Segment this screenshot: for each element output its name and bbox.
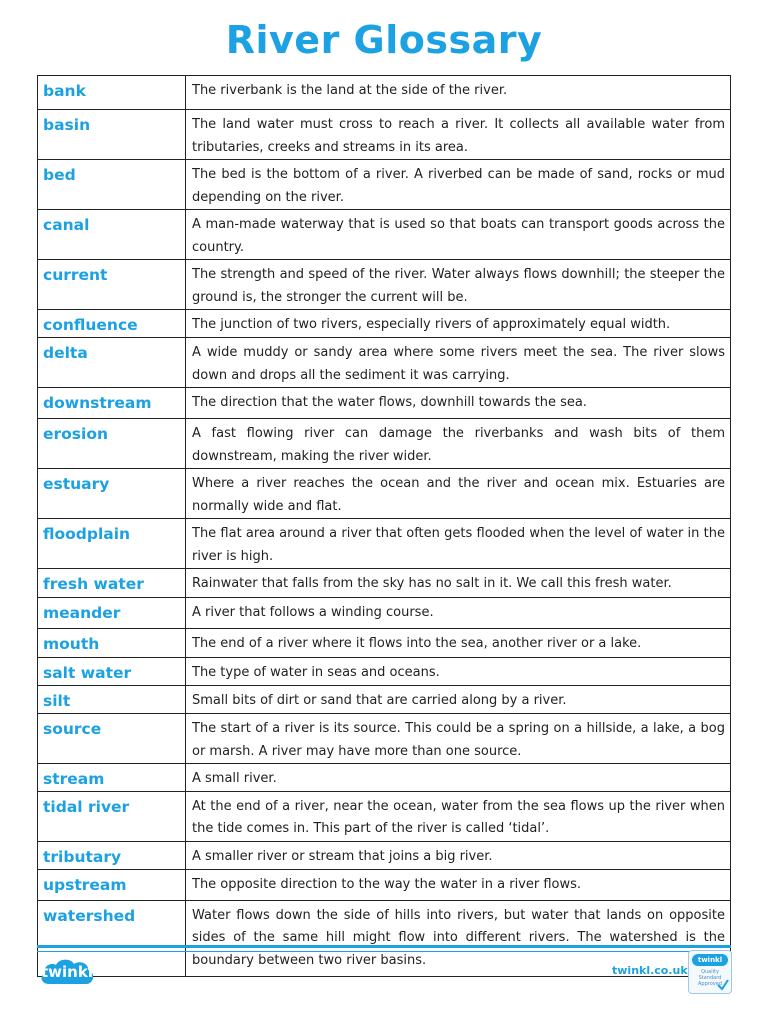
glossary-row — [38, 388, 731, 419]
page-title: River Glossary — [225, 18, 543, 62]
glossary-definition: The land water must cross to reach a river. It collects all available water from tributaries, creeks and streams in its area. — [186, 110, 731, 160]
glossary-definition: The junction of two rivers, especially rivers of approximately equal width. — [186, 310, 731, 338]
glossary-definition: The riverbank is the land at the side of the river. — [186, 76, 731, 110]
footer-divider-thin — [37, 951, 731, 952]
badge-brand: twinkl — [692, 954, 728, 966]
glossary-row — [38, 338, 731, 388]
glossary-term: current — [38, 260, 186, 310]
glossary-definition: A man-made waterway that is used so that boats can transport goods across the country. — [186, 210, 731, 260]
glossary-row — [38, 76, 731, 110]
glossary-table — [37, 75, 731, 977]
website-link[interactable]: twinkl.co.uk — [612, 964, 688, 977]
logo-label: twinkl — [41, 963, 93, 981]
glossary-term: tributary — [38, 841, 186, 869]
glossary-definition: The type of water in seas and oceans. — [186, 658, 731, 686]
glossary-row — [38, 569, 731, 598]
badge-label: Quality Standard Approved — [698, 969, 722, 987]
glossary-definition: The end of a river where it flows into the sea, another river or a lake. — [186, 629, 731, 658]
glossary-row — [38, 469, 731, 519]
glossary-definition: A river that follows a winding course. — [186, 598, 731, 629]
glossary-row — [38, 160, 731, 210]
glossary-row — [38, 519, 731, 569]
glossary-term: salt water — [38, 658, 186, 686]
glossary-row — [38, 310, 731, 338]
glossary-term: confluence — [38, 310, 186, 338]
glossary-term: stream — [38, 764, 186, 792]
glossary-definition: A smaller river or stream that joins a big river. — [186, 841, 731, 869]
glossary-definition: The start of a river is its source. This could be a spring on a hillside, a lake, a bog or marsh. A river may have more than one source. — [186, 714, 731, 764]
glossary-term: canal — [38, 210, 186, 260]
glossary-term: upstream — [38, 869, 186, 900]
glossary-definition: A wide muddy or sandy area where some rivers meet the sea. The river slows down and drops all the sediment it was carrying. — [186, 338, 731, 388]
glossary-definition: The flat area around a river that often gets flooded when the level of water in the river is high. — [186, 519, 731, 569]
glossary-row — [38, 419, 731, 469]
glossary-row — [38, 110, 731, 160]
glossary-definition: The opposite direction to the way the water in a river flows. — [186, 869, 731, 900]
glossary-definition: Where a river reaches the ocean and the river and ocean mix. Estuaries are normally wide and flat. — [186, 469, 731, 519]
glossary-body — [38, 76, 731, 977]
glossary-term: bed — [38, 160, 186, 210]
glossary-term: meander — [38, 598, 186, 629]
glossary-row — [38, 658, 731, 686]
glossary-term: floodplain — [38, 519, 186, 569]
glossary-row — [38, 764, 731, 792]
checkmark-icon — [717, 979, 729, 991]
glossary-term: delta — [38, 338, 186, 388]
glossary-term: basin — [38, 110, 186, 160]
glossary-row — [38, 598, 731, 629]
glossary-definition: The strength and speed of the river. Water always flows downhill; the steeper the ground is, the stronger the current will be. — [186, 260, 731, 310]
glossary-term: erosion — [38, 419, 186, 469]
twinkl-logo[interactable] — [37, 954, 97, 990]
glossary-term: tidal river — [38, 791, 186, 841]
glossary-row — [38, 841, 731, 869]
glossary-term: mouth — [38, 629, 186, 658]
glossary-row — [38, 714, 731, 764]
glossary-term: downstream — [38, 388, 186, 419]
glossary-row — [38, 210, 731, 260]
glossary-definition: The direction that the water flows, downhill towards the sea. — [186, 388, 731, 419]
glossary-definition: At the end of a river, near the ocean, water from the sea flows up the river when the tide comes in. This part of the river is called ‘tidal’. — [186, 791, 731, 841]
glossary-definition: A fast flowing river can damage the riverbanks and wash bits of them downstream, making the river wider. — [186, 419, 731, 469]
quality-badge — [688, 950, 732, 994]
glossary-term: estuary — [38, 469, 186, 519]
glossary-term: silt — [38, 686, 186, 714]
glossary-row — [38, 791, 731, 841]
glossary-definition: Water flows down the side of hills into rivers, but water that lands on opposite sides of the same hill might flow into different rivers. The watershed is the boundary between two river basins. — [186, 900, 731, 976]
glossary-definition: Rainwater that falls from the sky has no salt in it. We call this fresh water. — [186, 569, 731, 598]
glossary-definition: The bed is the bottom of a river. A riverbed can be made of sand, rocks or mud depending on the river. — [186, 160, 731, 210]
glossary-term: fresh water — [38, 569, 186, 598]
glossary-row — [38, 686, 731, 714]
glossary-definition: A small river. — [186, 764, 731, 792]
glossary-term: watershed — [38, 900, 186, 976]
glossary-row — [38, 869, 731, 900]
glossary-definition: Small bits of dirt or sand that are carried along by a river. — [186, 686, 731, 714]
footer-divider — [37, 945, 731, 948]
glossary-term: source — [38, 714, 186, 764]
glossary-row — [38, 260, 731, 310]
glossary-row — [38, 629, 731, 658]
glossary-term: bank — [38, 76, 186, 110]
